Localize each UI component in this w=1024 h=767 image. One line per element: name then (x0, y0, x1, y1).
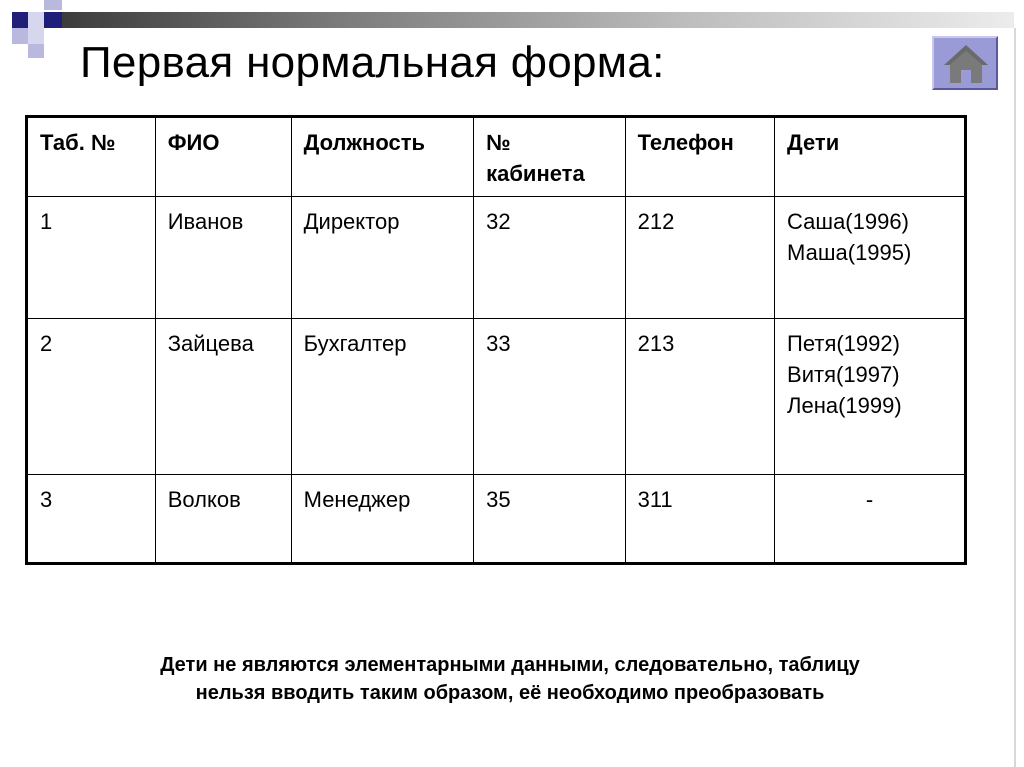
right-border-line (1014, 28, 1016, 767)
note-line-2: нельзя вводить таким образом, её необходимо преобразовать (195, 682, 825, 704)
employees-table (25, 115, 967, 565)
cell-tab: 1 (27, 196, 156, 318)
cell-tab: 3 (27, 474, 156, 563)
cell-tab: 2 (27, 319, 156, 474)
cell-room: 35 (474, 474, 626, 563)
slide-note (30, 651, 990, 707)
home-icon (942, 43, 990, 85)
cell-children (775, 474, 966, 563)
table-row (27, 319, 966, 474)
header-children: Дети (775, 117, 966, 197)
decor-square (44, 0, 62, 10)
table-row (27, 474, 966, 563)
table-row (27, 196, 966, 318)
decor-square (12, 12, 28, 28)
cell-room: 32 (474, 196, 626, 318)
table-header-row (27, 117, 966, 197)
header-position: Должность (291, 117, 473, 197)
cell-children (775, 319, 966, 474)
cell-position: Бухгалтер (291, 319, 473, 474)
header-tab-number: Таб. № (27, 117, 156, 197)
cell-position: Менеджер (291, 474, 473, 563)
decor-square (12, 28, 28, 44)
note-line-1: Дети не являются элементарными данными, следовательно, таблицу (160, 654, 860, 676)
cell-fio: Зайцева (155, 319, 291, 474)
cell-fio: Иванов (155, 196, 291, 318)
cell-position: Директор (291, 196, 473, 318)
header-fio: ФИО (155, 117, 291, 197)
slide-title: Первая нормальная форма: (80, 38, 665, 87)
title-bar-gradient (62, 12, 1014, 28)
header-phone: Телефон (625, 117, 774, 197)
home-button[interactable] (932, 36, 998, 90)
decor-square (44, 12, 62, 28)
cell-phone: 212 (625, 196, 774, 318)
header-room (474, 117, 626, 197)
child-entry: Саша(1996) (787, 208, 909, 234)
child-entry: Лена(1999) (787, 392, 902, 418)
decor-square (28, 12, 44, 28)
cell-phone: 213 (625, 319, 774, 474)
child-entry: Витя(1997) (787, 362, 900, 388)
header-room-line1: № (486, 130, 511, 155)
cell-phone: 311 (625, 474, 774, 563)
cell-children (775, 196, 966, 318)
child-entry: Петя(1992) (787, 331, 900, 357)
decor-square (28, 44, 44, 58)
cell-fio: Волков (155, 474, 291, 563)
child-entry-empty: - (865, 486, 874, 512)
decor-square (28, 28, 44, 44)
header-room-line2: кабинета (486, 160, 585, 186)
child-entry: Маша(1995) (787, 239, 912, 265)
cell-room: 33 (474, 319, 626, 474)
